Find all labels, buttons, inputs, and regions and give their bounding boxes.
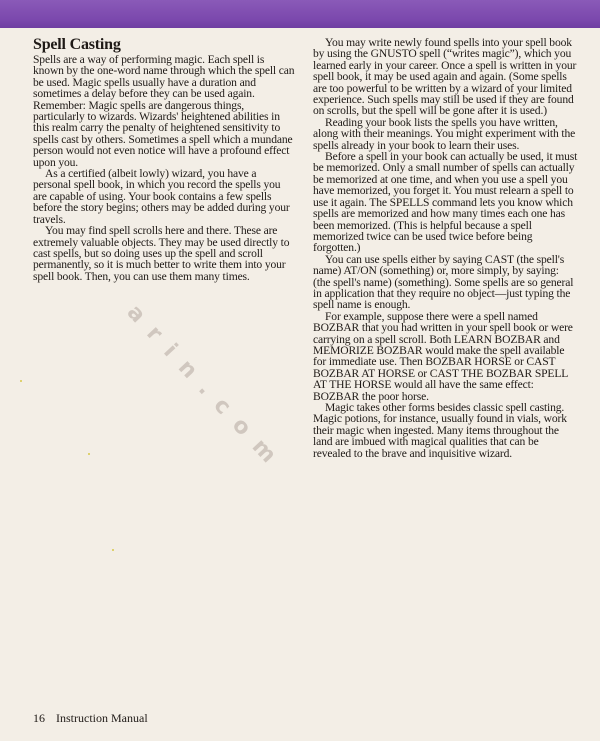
left-column — [33, 37, 296, 282]
footer-label: Instruction Manual — [56, 711, 148, 725]
left-paragraph-2: As a certified (albeit lowly) wizard, you have a personal spell book, in which you record the spells you are capable of using. Your book contains a few spells before the story begins; others may be added during your travels. — [33, 167, 290, 226]
right-paragraph-5: For example, suppose there were a spell named BOZBAR that you had written in your spell book or were carrying on a spell scroll. Both LEARN BOZBAR and MEMORIZE BOZBAR would make the spell available for immediate use. Then BOZBAR HORSE or CAST BOZBAR AT HORSE or CAST THE BOZBAR SPELL AT THE HORSE would all have the same effect: BOZBAR the poor horse. — [313, 309, 573, 403]
page-number: 16 — [33, 711, 45, 725]
right-paragraph-1: You may write newly found spells into your spell book by using the GNUSTO spell (“writes magic”), which you learned early in your career. Once a spell is written in your spell book, it may be used again and again. (Some spells are too powerful to be written by a wizard of your limited experience. Such spells may still be used if they are found on scrolls, but the spell will be gone after it is used.) — [313, 36, 577, 118]
top-color-band — [0, 0, 600, 28]
paper-speck — [88, 453, 90, 455]
left-paragraph-1: Spells are a way of performing magic. Each spell is known by the one-word name through which the spell can be used. Magic spells usually have a duration and sometimes a delay before they can be used again. Remember: Magic spells are dangerous things, particularly to wizards. Wizards' heightened abilities in this realm carry the penalty of heightened sensitivity to spells cast by others. Sometimes a spell which a mundane person would not even notice will have a profound effect upon you. — [33, 53, 295, 169]
left-paragraph-3: You may find spell scrolls here and there. These are extremely valuable objects. They may be used directly to cast spells, but so doing uses up the spell and scroll permanently, so it is much better to write them into your spell book. Then, you can use them many times. — [33, 224, 290, 283]
page-footer — [33, 711, 148, 726]
right-paragraph-2: Reading your book lists the spells you have written, along with their meanings. You might experiment with the spells already in your book to learn their uses. — [313, 115, 576, 152]
right-paragraph-3: Before a spell in your book can actually be used, it must be memorized. Only a small number of spells can actually be memorized at one time, and when you use a spell you have memorized, you forget it. You must relearn a spell to use it again. The SPELLS command lets you know which spells are memorized and how many times each one has been memorized. (This is helpful because a spell memorized twice can be used twice before being forgotten.) — [313, 150, 578, 255]
right-column — [313, 37, 578, 459]
right-paragraph-6: Magic takes other forms besides classic spell casting. Magic potions, for instance, usually found in vials, work their magic when ingested. Many items throughout the land are imbued with magical qualities that can be revealed to the brave and inquisitive wizard. — [313, 401, 567, 460]
watermark-text: arin.com — [121, 300, 291, 479]
right-paragraph-4: You can use spells either by saying CAST (the spell's name) AT/ON (something) or, more simply, by saying: (the spell's name) (something). Some spells are so general in application that they require no object—just typing the spell name is enough. — [313, 252, 574, 312]
paper-speck — [20, 380, 22, 382]
paper-speck — [112, 549, 114, 551]
section-heading: Spell Casting — [33, 36, 121, 53]
